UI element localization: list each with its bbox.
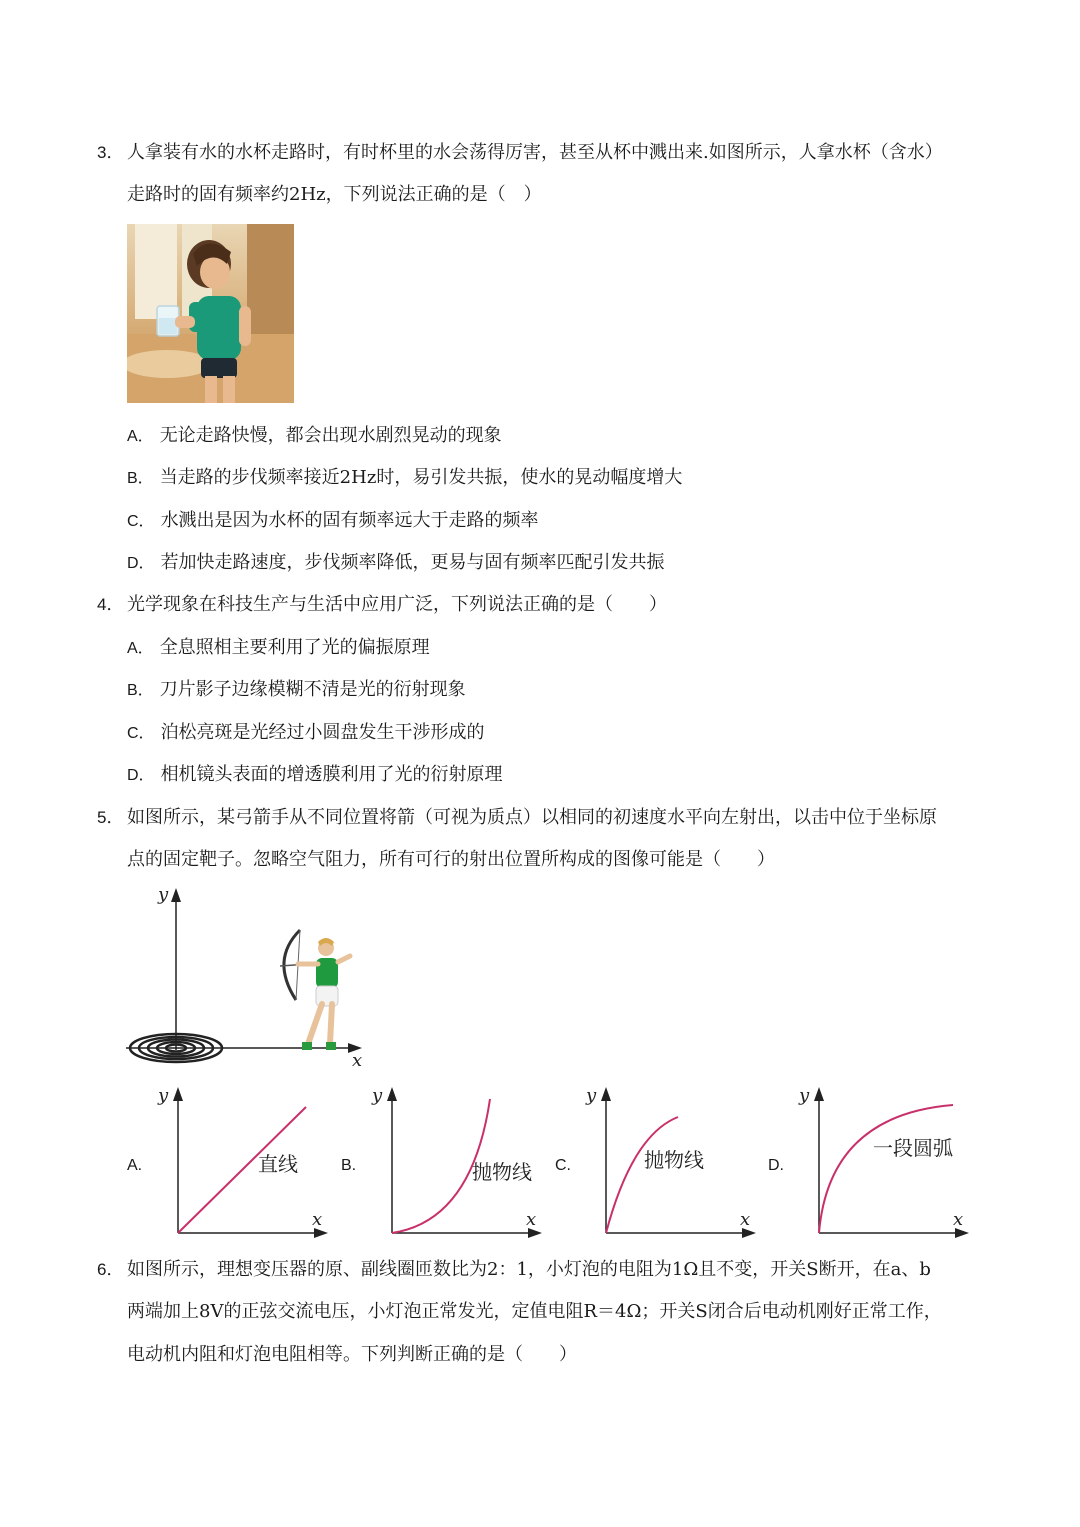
x-axis-label: x xyxy=(953,1209,964,1230)
option-text: 全息照相主要利用了光的偏振原理 xyxy=(159,637,430,658)
option-letter: D． xyxy=(127,555,155,572)
question-6-stem-line-3: 电动机内阻和灯泡电阻相等。下列判断正确的是（ ） xyxy=(127,1344,577,1365)
option-letter: C． xyxy=(127,725,155,742)
y-axis-arrow-icon xyxy=(601,1087,611,1101)
option-letter: C． xyxy=(127,513,155,530)
option-letter: B． xyxy=(127,470,154,487)
option-text: 无论走路快慢，都会出现水剧烈晃动的现象 xyxy=(159,425,502,446)
question-5-stem-line-1: 如图所示，某弓箭手从不同位置将箭（可视为质点）以相同的初速度水平向左射出，以击中位于坐标原 xyxy=(127,807,937,828)
x-axis-label: x xyxy=(352,1050,363,1070)
option-letter: B． xyxy=(127,682,154,699)
question-6-stem-line-1: 如图所示，理想变压器的原、副线圈匝数比为2：1，小灯泡的电阻为1Ω且不变，开关S断开，在a、b xyxy=(127,1259,931,1280)
question-3-stem-line-2: 走路时的固有频率约2Hz，下列说法正确的是（ ） xyxy=(127,184,542,205)
option-chart-b[interactable] xyxy=(364,1075,554,1250)
option-chart-d[interactable] xyxy=(791,1075,981,1250)
y-axis-arrow-icon xyxy=(814,1087,824,1101)
option-text: 泊松亮斑是光经过小圆盘发生干涉形成的 xyxy=(160,722,485,743)
question-4-option-a[interactable] xyxy=(127,636,430,661)
option-letter: A． xyxy=(127,428,154,445)
question-3-option-d[interactable] xyxy=(127,551,665,576)
question-3-stem-line-1: 人拿装有水的水杯走路时，有时杯里的水会荡得厉害，甚至从杯中溅出来.如图所示，人拿水杯（含水） xyxy=(127,142,943,163)
y-axis-arrow-icon xyxy=(171,888,181,902)
chart-c-letter: C. xyxy=(555,1157,571,1174)
y-axis-label: y xyxy=(158,884,169,905)
chart-b-letter: B. xyxy=(341,1157,357,1174)
option-text: 相机镜头表面的增透膜利用了光的衍射原理 xyxy=(160,764,503,785)
y-axis-label: y xyxy=(586,1085,597,1106)
option-chart-a[interactable] xyxy=(150,1075,340,1250)
question-3-option-c[interactable] xyxy=(127,509,539,534)
question-4-stem-line-1: 光学现象在科技生产与生活中应用广泛，下列说法正确的是（ ） xyxy=(127,594,667,615)
y-axis-arrow-icon xyxy=(173,1087,183,1101)
option-text: 刀片影子边缘模糊不清是光的衍射现象 xyxy=(159,679,466,700)
question-4-option-b[interactable] xyxy=(127,678,466,703)
curve-label: 抛物线 xyxy=(644,1148,704,1172)
archer-target-figure xyxy=(120,880,380,1070)
curve-label: 一段圆弧 xyxy=(873,1136,953,1160)
question-5-stem-line-2: 点的固定靶子。忽略空气阻力，所有可行的射出位置所构成的图像可能是（ ） xyxy=(127,849,775,870)
question-5-number: 5． xyxy=(97,808,124,827)
curve-label: 抛物线 xyxy=(472,1160,532,1184)
option-text: 当走路的步伐频率接近2Hz时，易引发共振，使水的晃动幅度增大 xyxy=(159,467,683,488)
x-axis-label: x xyxy=(740,1209,751,1230)
y-axis-label: y xyxy=(799,1085,810,1106)
question-4-option-d[interactable] xyxy=(127,763,503,788)
curve-line xyxy=(606,1117,678,1233)
y-axis-label: y xyxy=(158,1085,169,1106)
question-3-option-a[interactable] xyxy=(127,424,502,449)
y-axis-label: y xyxy=(372,1085,383,1106)
question-3-option-b[interactable] xyxy=(127,466,682,491)
chart-a-letter: A. xyxy=(127,1157,143,1174)
question-6-number: 6． xyxy=(97,1260,124,1279)
question-4-option-c[interactable] xyxy=(127,721,485,746)
option-chart-c[interactable] xyxy=(578,1075,768,1250)
x-axis-label: x xyxy=(526,1209,537,1230)
question-6-stem-line-2: 两端加上8V的正弦交流电压，小灯泡正常发光，定值电阻R＝4Ω；开关S闭合后电动机刚好正常工作， xyxy=(127,1301,942,1322)
child-with-water-glass-photo xyxy=(127,224,294,403)
option-letter: D． xyxy=(127,767,155,784)
question-4-number: 4． xyxy=(97,595,124,614)
y-axis-arrow-icon xyxy=(387,1087,397,1101)
archer-icon xyxy=(280,930,350,1050)
option-text: 若加快走路速度，步伐频率降低，更易与固有频率匹配引发共振 xyxy=(160,552,665,573)
option-text: 水溅出是因为水杯的固有频率远大于走路的频率 xyxy=(160,510,539,531)
x-axis-label: x xyxy=(312,1209,323,1230)
chart-d-letter: D. xyxy=(768,1157,784,1174)
question-3-number: 3． xyxy=(97,143,124,162)
curve-label: 直线 xyxy=(258,1152,298,1176)
curve-line xyxy=(819,1105,953,1233)
option-letter: A． xyxy=(127,640,154,657)
